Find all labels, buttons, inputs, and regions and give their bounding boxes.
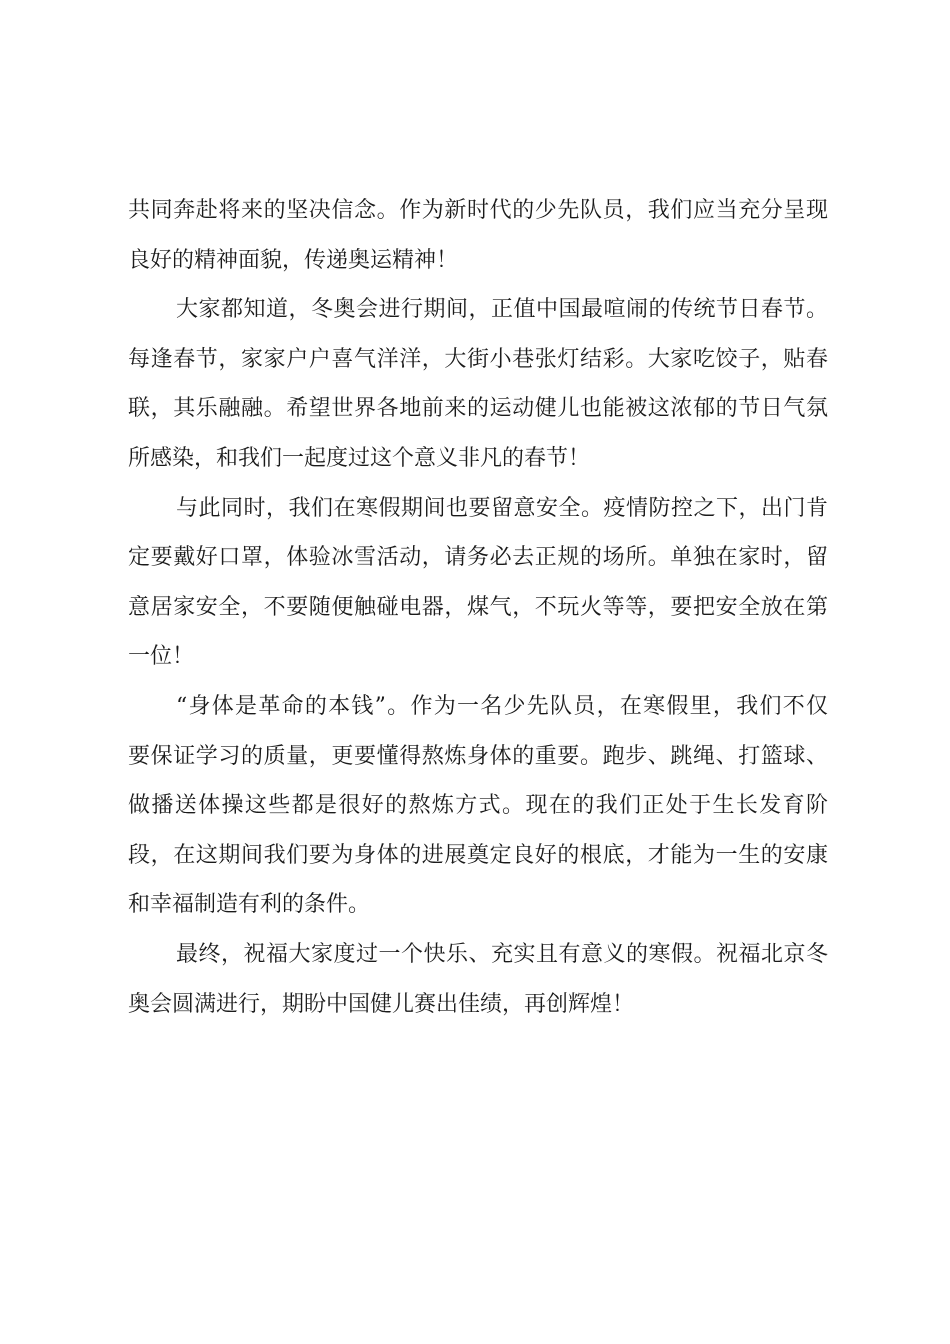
text-line: 最终，祝福大家度过一个快乐、充实且有意义的寒假。祝福北京冬 (176, 941, 828, 967)
text-line: 联，其乐融融。希望世界各地前来的运动健儿也能被这浓郁的节日气氛 (128, 396, 828, 422)
text-line: 所感染，和我们一起度过这个意义非凡的春节！ (128, 445, 591, 471)
text-line: “身体是革命的本钱”。作为一名少先队员，在寒假里，我们不仅 (176, 693, 828, 719)
paragraph (128, 682, 828, 930)
paragraph (128, 285, 828, 483)
document-body (128, 186, 828, 1029)
paragraph (128, 930, 828, 1029)
text-line: 定要戴好口罩，体验冰雪活动，请务必去正规的场所。单独在家时，留 (128, 545, 828, 571)
text-line: 奥会圆满进行，期盼中国健儿赛出佳绩，再创辉煌！ (128, 991, 635, 1017)
text-line: 共同奔赴将来的坚决信念。作为新时代的少先队员，我们应当充分呈现 (128, 198, 828, 223)
text-line: 大家都知道，冬奥会进行期间，正值中国最喧闹的传统节日春节。 (176, 297, 828, 323)
text-line: 意居家安全，不要随便触碰电器，煤气，不玩火等等，要把安全放在第 (128, 594, 828, 620)
text-line: 做播送体操这些都是很好的熬炼方式。现在的我们正处于生长发育阶 (128, 793, 828, 819)
text-line: 和幸福制造有利的条件。 (128, 892, 371, 918)
text-line: 段，在这期间我们要为身体的进展奠定良好的根底，才能为一生的安康 (128, 842, 828, 868)
paragraph (128, 186, 828, 285)
text-line: 良好的精神面貌，传递奥运精神！ (128, 247, 459, 273)
text-line: 每逢春节，家家户户喜气洋洋，大街小巷张灯结彩。大家吃饺子，贴春 (128, 346, 828, 372)
text-line: 一位！ (128, 644, 195, 670)
text-line: 要保证学习的质量，更要懂得熬炼身体的重要。跑步、跳绳、打篮球、 (128, 743, 828, 769)
text-line: 与此同时，我们在寒假期间也要留意安全。疫情防控之下，出门肯 (176, 495, 828, 521)
paragraph (128, 484, 828, 682)
